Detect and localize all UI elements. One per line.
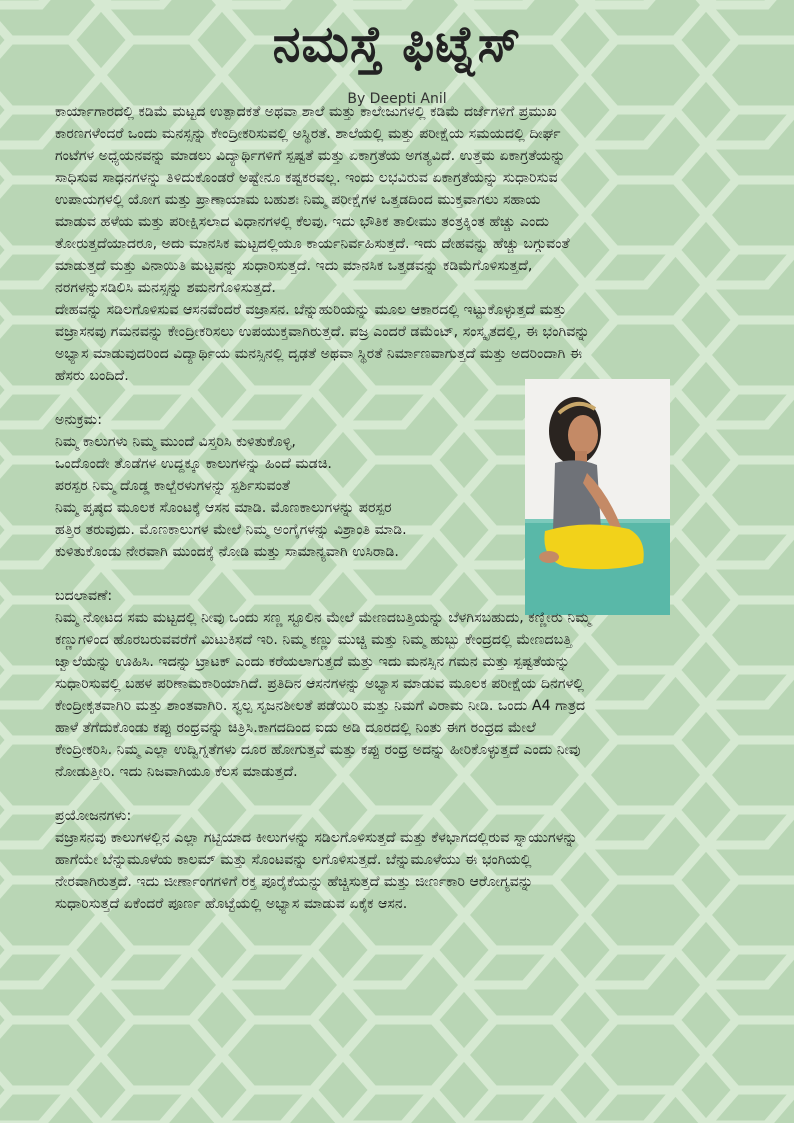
sequence-step: ಹತ್ತಿರ ತರುವುದು. ಮೊಣಕಾಲುಗಳ ಮೇಲೆ ನಿಮ್ಮ ಅಂಗೈಗಳನ್ನು ವಿಶ್ರಾಂತಿ ಮಾಡಿ. [55, 522, 407, 538]
variation-line: ಕೇಂದ್ರೀಕೃತವಾಗಿರಿ ಮತ್ತು ಶಾಂತವಾಗಿರಿ. ಸ್ವಲ್ಪ ಸೃಜನಶೀಲತೆ ಪಡೆಯಿರಿ ಮತ್ತು ನಿಮಗೆ ವಿರಾಮ ನೀಡಿ. ಒಂದು A4 ಗಾತ್ರದ [55, 698, 586, 714]
intro-line: ದೇಹವನ್ನು ಸಡಿಲಗೊಳಿಸುವ ಆಸನವೆಂದರೆ ವಜ್ರಾಸನ. ಬೆನ್ನುಹುರಿಯನ್ನು ಮೂಲ ಆಕಾರದಲ್ಲಿ ಇಟ್ಟುಕೊಳ್ಳುತ್ತದೆ ಮತ್ತು [55, 302, 567, 318]
benefits-heading: ಪ್ರಯೋಜನಗಳು: [55, 808, 132, 824]
intro-line: ತೋರುತ್ತದೆಯಾದರೂ, ಅದು ಮಾನಸಿಕ ಮಟ್ಟದಲ್ಲಿಯೂ ಕಾರ್ಯನಿರ್ವಹಿಸುತ್ತದೆ. ಇದು ದೇಹವನ್ನು ಹೆಚ್ಚು ಬಗ್ಗುವಂತೆ [55, 236, 570, 252]
intro-line: ಕಾರಣಗಳೆಂದರೆ ಒಂದು ಮನಸ್ಸನ್ನು ಕೇಂದ್ರೀಕರಿಸುವಲ್ಲಿ ಅಸ್ಥಿರತೆ. ಶಾಲೆಯಲ್ಲಿ ಮತ್ತು ಪರೀಕ್ಷೆಯ ಸಮಯದಲ್ಲಿ ದೀರ್ಘ [55, 126, 561, 142]
benefits-paragraph [55, 827, 578, 915]
intro-line: ಹೆಸರು ಬಂದಿದೆ. [55, 368, 129, 384]
intro-line: ನರಗಳನ್ನುಸಡಿಲಿಸಿ ಮನಸ್ಸನ್ನು ಶಮನಗೊಳಿಸುತ್ತದೆ. [55, 280, 276, 296]
intro-line: ಗಂಟೆಗಳ ಅಧ್ಯಯನವನ್ನು ಮಾಡಲು ವಿದ್ಯಾರ್ಥಿಗಳಿಗೆ ಸ್ಪಷ್ಟತೆ ಮತ್ತು ಏಕಾಗ್ರತೆಯ ಅಗತ್ಯವಿದೆ. ಉತ್ತಮ ಏಕಾಗ್ರತೆಯನ್ನು [55, 148, 566, 164]
sequence-heading: ಅನುಕ್ರಮ: [55, 412, 103, 428]
intro-line: ಕಾರ್ಯಾಗಾರದಲ್ಲಿ ಕಡಿಮೆ ಮಟ್ಟದ ಉತ್ಪಾದಕತೆ ಅಥವಾ ಶಾಲೆ ಮತ್ತು ಕಾಲೇಜುಗಳಲ್ಲಿ ಕಡಿಮೆ ದರ್ಜೆಗಳಿಗೆ ಪ್ರಮುಖ [55, 104, 557, 120]
sequence-step: ಕುಳಿತುಕೊಂಡು ನೇರವಾಗಿ ಮುಂದಕ್ಕೆ ನೋಡಿ ಮತ್ತು ಸಾಮಾನ್ಯವಾಗಿ ಉಸಿರಾಡಿ. [55, 544, 399, 560]
sequence-step: ನಿಮ್ಮ ಪೃಷ್ಠದ ಮೂಲಕ ಸೊಂಟಕ್ಕೆ ಆಸನ ಮಾಡಿ. ಮೊಣಕಾಲುಗಳನ್ನು ಪರಸ್ಪರ [55, 500, 392, 516]
intro-paragraph [55, 101, 590, 387]
sequence-steps [55, 431, 407, 563]
variation-line: ಕಣ್ಣುಗಳಿಂದ ಹೊರಬರುವವರೆಗೆ ಮಿಟುಕಿಸದೆ ಇರಿ. ನಿಮ್ಮ ಕಣ್ಣು ಮುಚ್ಚಿ ಮತ್ತು ನಿಮ್ಮ ಹುಬ್ಬು ಕೇಂದ್ರದಲ್ಲಿ ಮೇಣದಬತ್ತಿ [55, 632, 573, 648]
vajrasana-pose-photo [525, 379, 670, 615]
intro-line: ಸಾಧಿಸುವ ಸಾಧನಗಳನ್ನು ತಿಳಿದುಕೊಂಡರೆ ಅಷ್ಟೇನೂ ಕಷ್ಟಕರವಲ್ಲ. ಇಂದು ಲಭವಿರುವ ಏಕಾಗ್ರತೆಯನ್ನು ಸುಧಾರಿಸುವ [55, 170, 558, 186]
variation-line: ನಿಮ್ಮ ನೋಟದ ಸಮ ಮಟ್ಟದಲ್ಲಿ ನೀವು ಒಂದು ಸಣ್ಣ ಸ್ಟೂಲಿನ ಮೇಲೆ ಮೇಣದಬತ್ತಿಯನ್ನು ಬೆಳಗಿಸಬಹುದು, ಕಣ್ಣೀರು ನಿಮ್ಮ [55, 610, 591, 626]
variation-heading: ಬದಲಾವಣೆ: [55, 588, 113, 604]
sequence-step: ಒಂದೊಂದೇ ತೊಡೆಗಳ ಉದ್ದಕ್ಕೂ ಕಾಲುಗಳನ್ನು ಹಿಂದೆ ಮಡಚಿ. [55, 456, 332, 472]
intro-line: ಮಾಡುವ ಹಳೆಯ ಮತ್ತು ಪರೀಕ್ಷಿಸಲಾದ ವಿಧಾನಗಳಲ್ಲಿ ಕೆಲವು. ಇದು ಭೌತಿಕ ತಾಲೀಮು ತಂತ್ರಕ್ಕಿಂತ ಹೆಚ್ಚು ಎಂದು [55, 214, 550, 230]
benefits-line: ಸುಧಾರಿಸುತ್ತದೆ ಏಕೆಂದರೆ ಪೂರ್ಣ ಹೊಟ್ಟೆಯಲ್ಲಿ ಅಭ್ಯಾಸ ಮಾಡುವ ಏಕೈಕ ಆಸನ. [55, 896, 408, 912]
intro-line: ಉಪಾಯಗಳಲ್ಲಿ ಯೋಗ ಮತ್ತು ಪ್ರಾಣಾಯಾಮ ಬಹುಶಃ ನಿಮ್ಮ ಪರೀಕ್ಷೆಗಳ ಒತ್ತಡದಿಂದ ಮುಕ್ತವಾಗಲು ಸಹಾಯ [55, 192, 541, 208]
sequence-step: ಪರಸ್ಪರ ನಿಮ್ಮ ದೊಡ್ಡ ಕಾಲ್ಬೆರಳುಗಳನ್ನು ಸ್ಪರ್ಶಿಸುವಂತೆ [55, 478, 290, 494]
intro-line: ಮಾಡುತ್ತದೆ ಮತ್ತು ವಿನಾಯಿತಿ ಮಟ್ಟವನ್ನು ಸುಧಾರಿಸುತ್ತದೆ. ಇದು ಮಾನಸಿಕ ಒತ್ತಡವನ್ನು ಕಡಿಮೆಗೊಳಿಸುತ್ತದೆ, [55, 258, 533, 274]
variation-line: ಕೇಂದ್ರೀಕರಿಸಿ. ನಿಮ್ಮ ಎಲ್ಲಾ ಉದ್ವಿಗ್ನತೆಗಳು ದೂರ ಹೋಗುತ್ತವೆ ಮತ್ತು ಕಪ್ಪು ರಂಧ್ರ ಅದನ್ನು ಹೀರಿಕೊಳ್ಳುತ್ತದೆ ಎಂದು ನೀವು [55, 742, 581, 758]
sequence-step: ನಿಮ್ಮ ಕಾಲುಗಳು ನಿಮ್ಮ ಮುಂದೆ ವಿಸ್ತರಿಸಿ ಕುಳಿತುಕೊಳ್ಳಿ, [55, 434, 296, 450]
variation-line: ಜ್ವಾಲೆಯನ್ನು ಊಹಿಸಿ. ಇದನ್ನು ಟ್ರಾಟಕ್ ಎಂದು ಕರೆಯಲಾಗುತ್ತದೆ ಮತ್ತು ಇದು ಮನಸ್ಸಿನ ಗಮನ ಮತ್ತು ಸ್ಪಷ್ಟತೆಯನ್ನು [55, 654, 570, 670]
benefits-line: ಹಾಗೆಯೇ ಬೆನ್ನುಮೂಳೆಯ ಕಾಲಮ್ ಮತ್ತು ಸೊಂಟವನ್ನು ಲಗೊಳಿಸುತ್ತದೆ. ಬೆನ್ನುಮೂಳೆಯು ಈ ಭಂಗಿಯಲ್ಲಿ [55, 852, 532, 868]
page-title: ನಮಸ್ತೆ ಫಿಟ್ನೆಸ್ [272, 15, 522, 73]
intro-line: ವಜ್ರಾಸನವು ಗಮನವನ್ನು ಕೇಂದ್ರೀಕರಿಸಲು ಉಪಯುಕ್ತವಾಗಿರುತ್ತದೆ. ವಜ್ರ ಎಂದರೆ ಡಮೆಂಟ್, ಸಂಸ್ಕೃತದಲ್ಲಿ, ಈ ಭಂಗಿವನ್ನು [55, 324, 590, 340]
variation-line: ಹಾಳೆ ತೆಗೆದುಕೊಂಡು ಕಪ್ಪು ರಂಧ್ರವನ್ನು ಚಿತ್ರಿಸಿ.ಕಾಗದದಿಂದ ಐದು ಅಡಿ ದೂರದಲ್ಲಿ ನಿಂತು ಈಗ ರಂಧ್ರದ ಮೇಲೆ [55, 720, 536, 736]
variation-line: ಸುಧಾರಿಸುವಲ್ಲಿ ಬಹಳ ಪರಿಣಾಮಕಾರಿಯಾಗಿದೆ. ಪ್ರತಿದಿನ ಆಸನಗಳನ್ನು ಅಭ್ಯಾಸ ಮಾಡುವ ಮೂಲಕ ಪರೀಕ್ಷೆಯ ದಿನಗಳಲ್ಲಿ [55, 676, 585, 692]
variation-paragraph [55, 607, 591, 783]
benefits-line: ವಜ್ರಾಸನವು ಕಾಲುಗಳಲ್ಲಿನ ಎಲ್ಲಾ ಗಟ್ಟಿಯಾದ ಕೀಲುಗಳನ್ನು ಸಡಿಲಗೊಳಿಸುತ್ತದೆ ಮತ್ತು ಕೆಳಭಾಗದಲ್ಲಿರುವ ಸ್ನಾಯುಗಳನ್ನು [55, 830, 578, 846]
intro-line: ಅಭ್ಯಾಸ ಮಾಡುವುದರಿಂದ ವಿದ್ಯಾರ್ಥಿಯ ಮನಸ್ಸಿನಲ್ಲಿ ದೃಢತೆ ಅಥವಾ ಸ್ಥಿರತೆ ನಿರ್ಮಾಣವಾಗುತ್ತದೆ ಮತ್ತು ಅದರಿಂದಾಗಿ ಈ [55, 346, 583, 362]
variation-line: ನೋಡುತ್ತೀರಿ. ಇದು ನಿಜವಾಗಿಯೂ ಕೆಲಸ ಮಾಡುತ್ತದೆ. [55, 764, 298, 780]
author-byline: By Deepti Anil [347, 91, 447, 107]
benefits-line: ನೇರವಾಗಿರುತ್ತದೆ. ಇದು ಜೀರ್ಣಾಂಗಗಳಿಗೆ ರಕ್ತ ಪೂರೈಕೆಯನ್ನು ಹೆಚ್ಚಿಸುತ್ತದೆ ಮತ್ತು ಜೀರ್ಣಕಾರಿ ಆರೋಗ್ಯವನ್ನು [55, 874, 534, 890]
